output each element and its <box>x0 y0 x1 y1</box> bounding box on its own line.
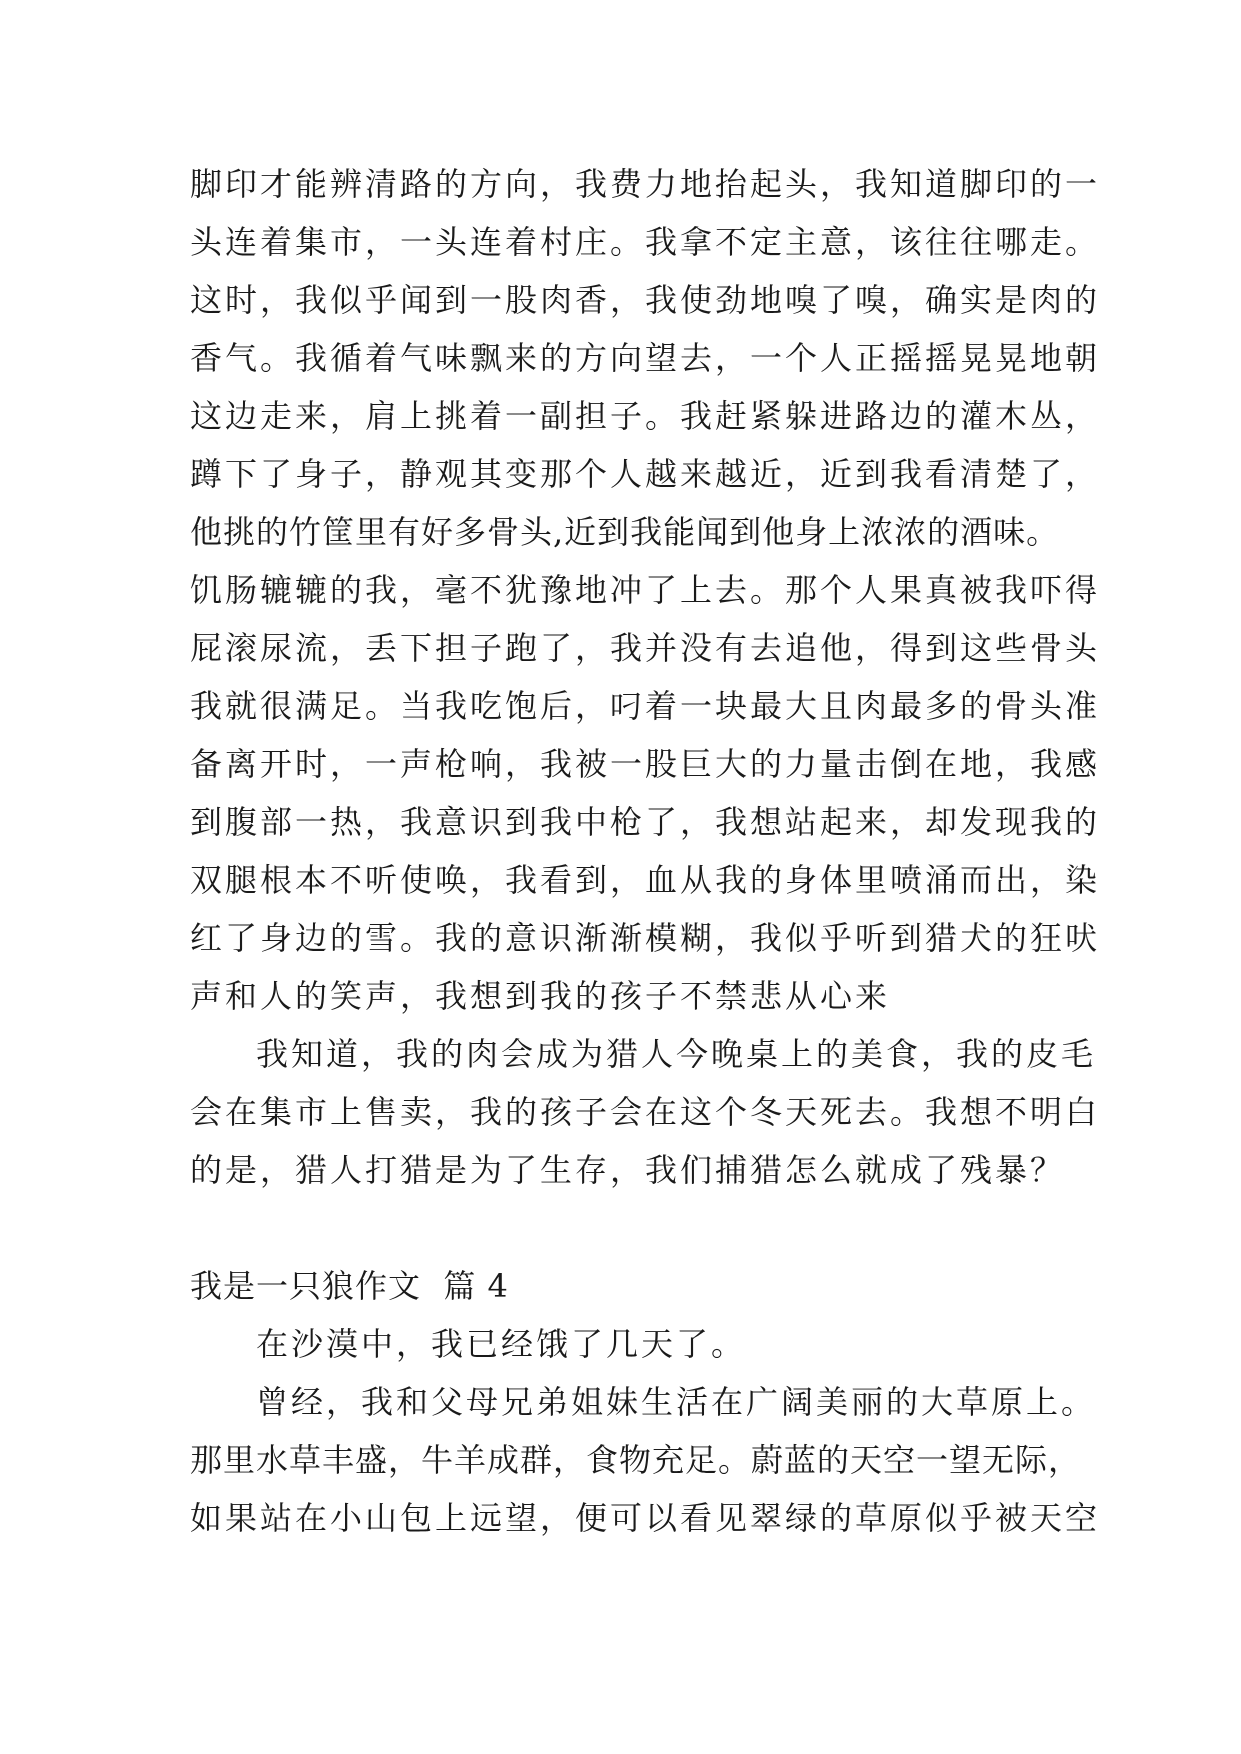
text-line: 头连着集市，一头连着村庄。我拿不定主意，该往往哪走。 <box>190 223 1101 261</box>
text-line: 如果站在小山包上远望，便可以看见翠绿的草原似乎被天空 <box>190 1499 1101 1537</box>
paragraph <box>190 1315 1070 1373</box>
text-line: 到腹部一热，我意识到我中枪了，我想站起来，却发现我的 <box>190 803 1101 841</box>
document-body <box>190 155 1101 1547</box>
text-line: 蹲下了身子，静观其变那个人越来越近，近到我看清楚了， <box>190 455 1101 493</box>
text-line: 红了身边的雪。我的意识渐渐模糊，我似乎听到猎犬的狂吠 <box>190 919 1101 957</box>
text-line: 备离开时，一声枪响，我被一股巨大的力量击倒在地，我感 <box>190 745 1101 783</box>
text-line: 声和人的笑声，我想到我的孩子不禁悲从心来 <box>190 977 891 1015</box>
text-line: 双腿根本不听使唤，我看到，血从我的身体里喷涌而出，染 <box>190 861 1101 899</box>
text-line: 香气。我循着气味飘来的方向望去，一个人正摇摇晃晃地朝 <box>190 339 1101 377</box>
paragraph <box>190 1025 1101 1199</box>
text-line: 的是，猎人打猎是为了生存，我们捕猎怎么就成了残暴？ <box>190 1151 1066 1189</box>
text-line: 会在集市上售卖，我的孩子会在这个冬天死去。我想不明白 <box>190 1093 1101 1131</box>
text-line: 他挑的竹筐里有好多骨头,近到我能闻到他身上浓浓的酒味。 <box>190 513 1060 551</box>
text-line: 我知道，我的肉会成为猎人今晚桌上的美食，我的皮毛 <box>256 1035 1097 1073</box>
text-line: 曾经，我和父母兄弟姐妹生活在广阔美丽的大草原上。 <box>256 1383 1097 1421</box>
text-line: 这边走来，肩上挑着一副担子。我赶紧躲进路边的灌木丛， <box>190 397 1101 435</box>
section-heading: 我是一只狼作文 篇 4 <box>190 1267 509 1305</box>
paragraph <box>190 1373 1101 1547</box>
text-line: 这时，我似乎闻到一股肉香，我使劲地嗅了嗅，确实是肉的 <box>190 281 1101 319</box>
text-line: 在沙漠中，我已经饿了几天了。 <box>256 1325 747 1363</box>
text-line: 脚印才能辨清路的方向，我费力地抬起头，我知道脚印的一 <box>190 165 1101 203</box>
text-line: 饥肠辘辘的我，毫不犹豫地冲了上去。那个人果真被我吓得 <box>190 571 1101 609</box>
text-line: 那里水草丰盛，牛羊成群，食物充足。蔚蓝的天空一望无际， <box>190 1441 1082 1479</box>
paragraph-continuation <box>190 155 1101 1025</box>
text-line: 我就很满足。当我吃饱后，叼着一块最大且肉最多的骨头准 <box>190 687 1101 725</box>
text-line: 屁滚尿流，丢下担子跑了，我并没有去追他，得到这些骨头 <box>190 629 1101 667</box>
paragraph-gap <box>190 1199 1070 1257</box>
